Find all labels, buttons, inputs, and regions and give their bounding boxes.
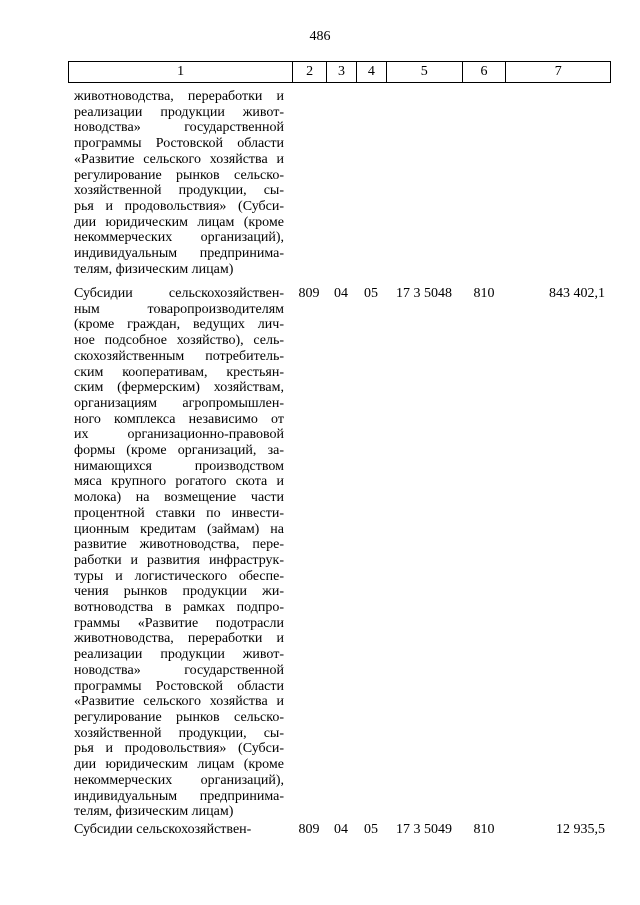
description-line: Субсидии сельскохозяйствен- — [74, 822, 252, 837]
description-line: Субсидии сельскохозяйствен- — [74, 286, 284, 301]
cell-subsection — [356, 89, 386, 277]
cell-expense-type: 810 — [473, 822, 495, 837]
description-line: ционным кредитам (займам) на — [74, 521, 284, 537]
description-line: ским кооперативам, крестьян- — [74, 364, 284, 380]
description-line: работки и развития инфраструк- — [74, 552, 284, 568]
description-line: регулирование рынков сельско- — [74, 167, 284, 183]
description-line: «Развитие сельского хозяйства и — [74, 151, 284, 167]
cell-target-article: 17 3 5048 — [396, 286, 452, 301]
description-line: формы (кроме организаций, за- — [74, 443, 284, 459]
row-description — [68, 286, 292, 820]
header-col-2: 2 — [292, 62, 326, 82]
description-line: некоммерческих организаций), — [74, 230, 284, 246]
description-line: индивидуальным предпринима- — [74, 788, 284, 804]
description-line: рья и продовольствия» (Субси- — [74, 741, 284, 757]
description-line: программы Ростовской области — [74, 136, 284, 152]
table-row — [68, 286, 611, 820]
header-col-7: 7 — [505, 62, 610, 82]
description-line: новодства» государственной — [74, 120, 284, 136]
cell-amount — [506, 89, 611, 277]
header-col-4: 4 — [356, 62, 386, 82]
description-line: животноводства, переработки и — [74, 89, 284, 104]
table-row — [68, 89, 611, 277]
description-line: реализации продукции живот- — [74, 647, 284, 663]
table-row — [68, 822, 611, 838]
description-line: туры и логистического обеспе- — [74, 568, 284, 584]
cell-ministry: 809 — [298, 822, 320, 837]
description-line: реализации продукции живот- — [74, 104, 284, 120]
description-line: ским (фермерским) хозяйствам, — [74, 380, 284, 396]
cell-expense-type — [462, 89, 506, 277]
description-line: граммы «Развитие подотрасли — [74, 615, 284, 631]
description-line: телям, физическим лицам) — [74, 261, 234, 277]
description-line: дии юридическим лицам (кроме — [74, 214, 284, 230]
description-line: хозяйственной продукции, сы- — [74, 183, 284, 199]
description-line: животноводства, переработки и — [74, 631, 284, 647]
description-line: «Развитие сельского хозяйства и — [74, 694, 284, 710]
row-description — [68, 822, 292, 838]
description-line: хозяйственной продукции, сы- — [74, 725, 284, 741]
description-line: вотноводства в рамках подпро- — [74, 600, 284, 616]
cell-amount: 843 402,1 — [549, 286, 605, 301]
cell-ministry: 809 — [298, 286, 320, 301]
description-line: скохозяйственным потребитель- — [74, 348, 284, 364]
description-line: ным товаропроизводителям — [74, 301, 284, 317]
cell-section — [326, 89, 356, 277]
description-line: ного комплекса независимо от — [74, 411, 284, 427]
header-col-1: 1 — [177, 64, 185, 79]
page-number: 486 — [309, 29, 331, 44]
description-line: программы Ростовской области — [74, 678, 284, 694]
cell-target-article: 17 3 5049 — [396, 822, 452, 837]
row-description — [68, 89, 292, 277]
description-line: новодства» государственной — [74, 662, 284, 678]
description-line: некоммерческих организаций), — [74, 772, 284, 788]
cell-section: 04 — [334, 286, 348, 301]
description-line: индивидуальным предпринима- — [74, 246, 284, 262]
description-line: мяса крупного рогатого скота и — [74, 474, 284, 490]
cell-section: 04 — [334, 822, 348, 837]
description-line: ное подсобное хозяйство), сель- — [74, 333, 284, 349]
description-line: дии юридическим лицам (кроме — [74, 757, 284, 773]
header-col-3: 3 — [326, 62, 356, 82]
cell-ministry — [292, 89, 326, 277]
description-line: чения рынков продукции жи- — [74, 584, 284, 600]
description-line: рья и продовольствия» (Субси- — [74, 198, 284, 214]
header-col-6: 6 — [462, 62, 506, 82]
cell-target-article — [386, 89, 462, 277]
cell-subsection: 05 — [364, 822, 378, 837]
description-line: молока) на возмещение части — [74, 490, 284, 506]
description-line: регулирование рынков сельско- — [74, 709, 284, 725]
description-line: телям, физическим лицам) — [74, 804, 234, 820]
description-line: развитие животноводства, пере- — [74, 537, 284, 553]
description-line: процентной ставки по инвести- — [74, 505, 284, 521]
header-col-5: 5 — [386, 62, 462, 82]
description-line: организациям агропромышлен- — [74, 395, 284, 411]
table-header — [68, 61, 611, 83]
cell-amount: 12 935,5 — [556, 822, 605, 837]
cell-expense-type: 810 — [473, 286, 495, 301]
description-line: (кроме граждан, ведущих лич- — [74, 317, 284, 333]
description-line: нимающихся производством — [74, 458, 284, 474]
cell-subsection: 05 — [364, 286, 378, 301]
description-line: их организационно-правовой — [74, 427, 284, 443]
